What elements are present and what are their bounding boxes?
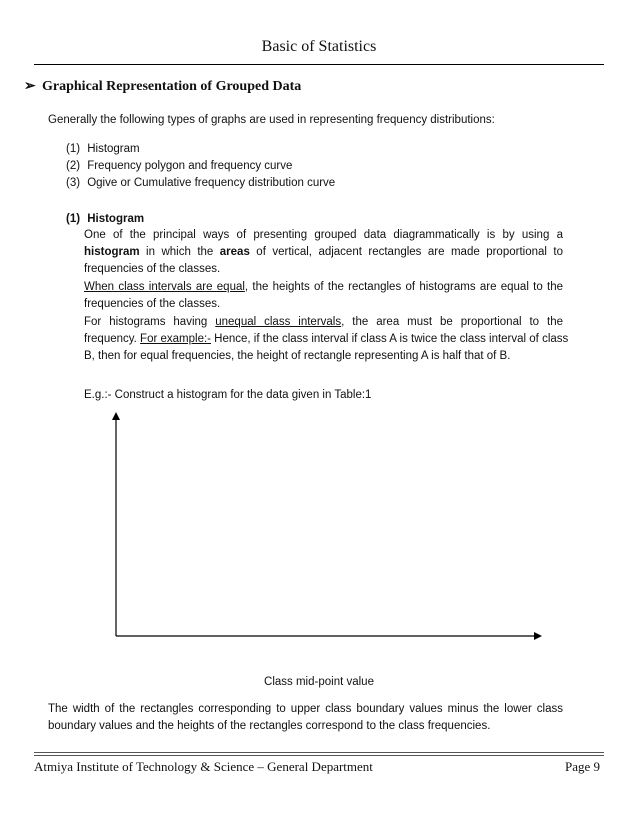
list-label: Frequency polygon and frequency curve	[87, 160, 293, 172]
arrow-bullet-icon: ➢	[24, 79, 36, 94]
text-run: For histograms having	[84, 316, 216, 328]
page-header-title: Basic of Statistics	[261, 38, 377, 55]
underlined-term: When class intervals are equal	[84, 281, 245, 293]
bottom-paragraph-line: The width of the rectangles corresponding to upper class boundary values minus the lower class	[48, 703, 563, 715]
list-number: (2)	[66, 160, 81, 172]
list-number: (1)	[66, 143, 81, 155]
example-text: E.g.:- Construct a histogram for the data given in Table:1	[84, 389, 372, 401]
text-run: of vertical, adjacent rectangles are made proportional to	[249, 246, 563, 258]
histogram-text-line: frequencies of the classes.	[84, 298, 221, 310]
page-number: Page 9	[564, 759, 600, 774]
intro-paragraph: Generally the following types of graphs are used in representing frequency distributions:	[48, 114, 495, 126]
text-run: frequency.	[84, 333, 141, 345]
histogram-text-line: frequencies of the classes.	[84, 263, 221, 275]
footer-institution: Atmiya Institute of Technology & Science – General Department	[34, 759, 373, 774]
footer-divider	[34, 752, 604, 753]
text-run: in which the	[139, 246, 220, 258]
list-label: Ogive or Cumulative frequency distribution curve	[87, 177, 336, 189]
heading-number: (1)	[66, 213, 81, 225]
list-number: (3)	[66, 177, 81, 189]
text-run: , the area must be proportional to the	[341, 316, 564, 328]
list-label: Histogram	[87, 143, 140, 155]
bold-term: histogram	[84, 246, 140, 258]
footer-divider	[34, 755, 604, 756]
bold-term: areas	[219, 246, 250, 258]
text-run: Hence, if the class interval if class A is twice the class interval of class	[210, 333, 569, 345]
x-axis-label: Class mid-point value	[264, 676, 374, 688]
underlined-term: For example:-	[140, 333, 211, 345]
histogram-text-line: B, then for equal frequencies, the height of rectangle representing A is half that of B.	[84, 350, 511, 362]
text-run: , the heights of the rectangles of histograms are equal to the	[244, 281, 563, 293]
bottom-paragraph-line: boundary values and the heights of the rectangles correspond to the class frequencies.	[48, 720, 491, 732]
section-heading-text: Graphical Representation of Grouped Data	[42, 79, 302, 94]
histogram-text-line: One of the principal ways of presenting grouped data diagrammatically is by using a	[84, 229, 563, 241]
underlined-term: unequal class intervals	[215, 316, 342, 328]
heading-text: Histogram	[87, 213, 145, 225]
